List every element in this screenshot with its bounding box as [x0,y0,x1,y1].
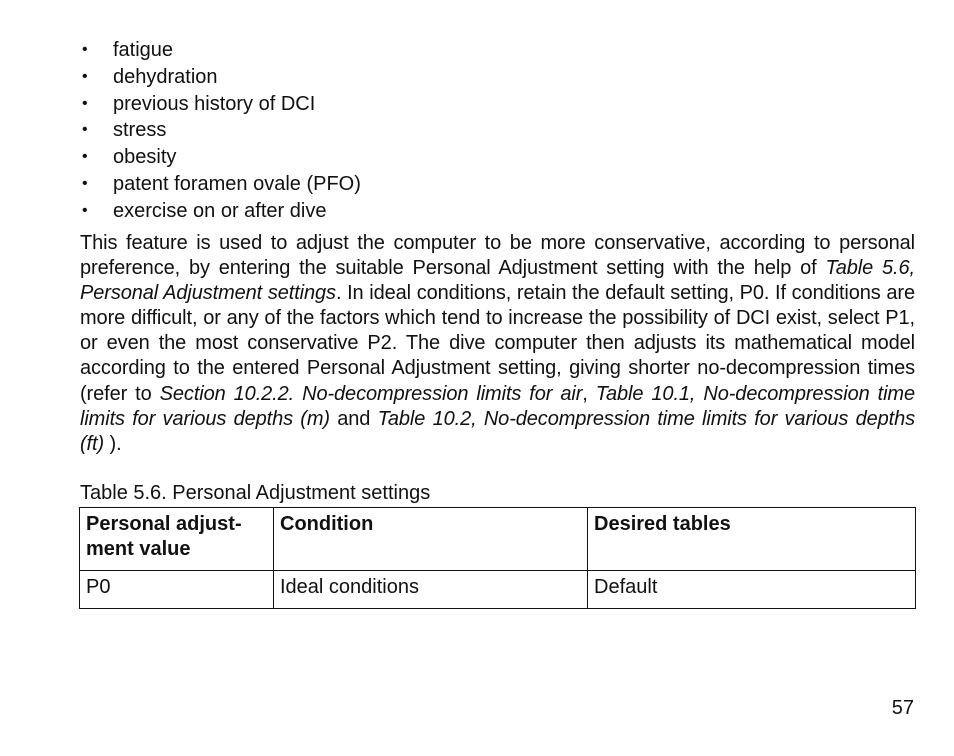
header-desired-tables: Desired tables [588,508,916,571]
list-item-text: previous history of DCI [113,92,316,115]
bullet-marker: • [82,67,88,85]
bullet-marker: • [82,121,88,139]
list-item-text: patent foramen ovale (PFO) [113,172,361,195]
table-cell: Default [588,571,916,609]
table-cell: Ideal conditions [274,571,588,609]
section-reference: Section 10.2.2. No-decompression limits for air [159,382,583,405]
list-item [80,64,920,91]
bullet-marker: • [82,94,88,112]
header-condition: Condition [274,508,588,571]
bullet-marker: • [82,201,88,219]
list-item [80,37,920,64]
paragraph-text: and [329,407,378,430]
list-item [80,91,920,118]
body-paragraph [80,231,915,457]
paragraph-text: This feature is used to adjust the computer to be more conservative, according to personal preference, by entering the suitable Personal Adjustment setting with the help of [80,232,915,280]
list-item-text: dehydration [113,65,218,88]
list-item-text: obesity [113,146,177,169]
table-10-1-reference: Table 10.1, No-decompression time limits for various depths (m) [80,382,916,430]
table-10-2-reference: Table 10.2, No-decompression time limits for various depths (ft) [80,407,916,455]
personal-adjustment-table [79,507,916,609]
table-5-6-reference: Table 5.6, Personal Adjustment settings [80,257,915,305]
paragraph-text: , [582,382,596,405]
paragraph-text: . In ideal conditions, retain the default setting, P0. If conditions are more difficult, or any of the factors which tend to increase the possibility of DCI exist, select P1, or even the most conservative P2. The dive computer then adjusts its mathematical model according to the entered Personal Adjustment setting, giving shorter no-decompression times (refer to [80,282,915,405]
paragraph-text: ). [104,432,122,455]
list-item [80,117,920,144]
list-item-text: fatigue [113,39,174,61]
bullet-marker: • [82,148,88,166]
list-item-text: exercise on or after dive [113,199,327,222]
header-personal-adjustment-value: Personal adjustment value [80,508,274,571]
list-item [80,198,920,225]
risk-factor-list [80,37,920,225]
table-row [80,571,916,609]
bullet-marker: • [82,174,88,192]
list-item [80,144,920,171]
list-item-text: stress [113,119,167,142]
bullet-marker: • [82,41,88,58]
table-cell: P0 [80,571,274,609]
list-item [80,171,920,198]
table-caption: Table 5.6. Personal Adjustment settings [80,482,431,504]
page-number: 57 [891,697,914,719]
table-header-row [80,508,916,571]
